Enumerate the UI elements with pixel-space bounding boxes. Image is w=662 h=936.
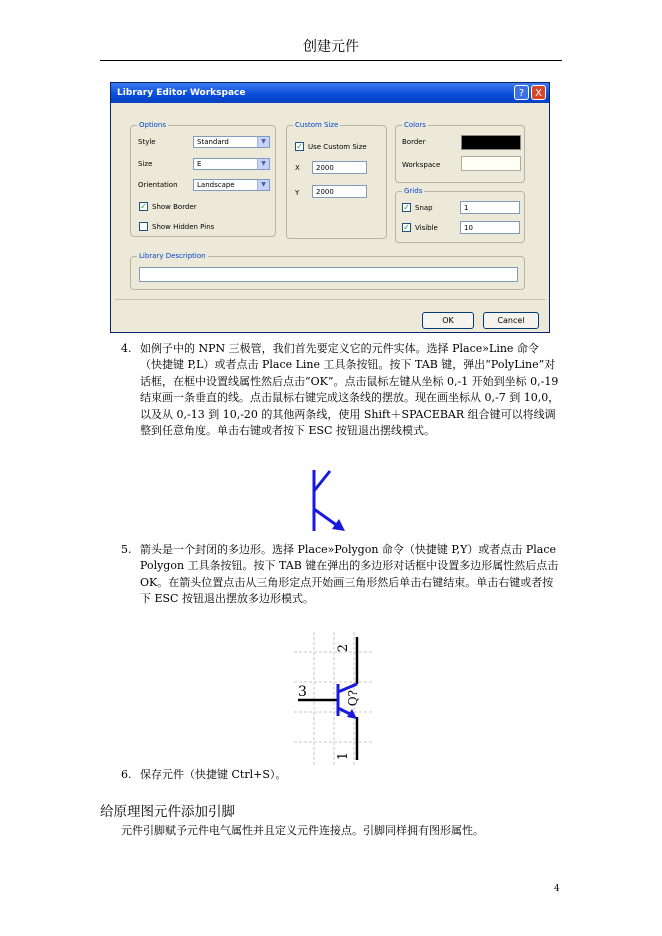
custom-size-group [286,121,387,239]
pin-label-emitter: 1 [336,752,351,761]
workspace-color-label: Workspace [402,161,441,169]
visible-checkbox[interactable]: ✓ [403,223,410,232]
library-description-title: Library Description [139,252,206,260]
grids-group-title: Grids [404,187,423,195]
x-size-value: 2000 [316,164,334,172]
orientation-label: Orientation [138,181,178,189]
step-text: 如例子中的 NPN 三极管，我们首先要定义它的元件实体。选择 Place»Line 命令（快捷键 P,L）或者点击 Place Line 工具条按钮。按下 TAB 键，弹出“PolyLine”对话框，在框中设置线属性然后点击“OK”。点击鼠标左键从坐标 0,-1 开始到坐标 0,-19 结束画一条垂直的线。点击鼠标右键完成这条线的摆放。现在画坐标从 0,-7 到 10,0，以及从 0,-13 到 10,-20 的其他两条线，使用 Shift＋SPACEBAR 组合键可以将线调整到任意角度。单击右键或者按下 ESC 按钮退出摆线模式。 [140,342,560,438]
visible-value: 10 [464,224,473,232]
page-number: 4 [554,884,560,894]
y-label: Y [295,189,300,197]
border-color-label: Border [402,138,426,146]
cancel-button[interactable]: Cancel [483,312,539,329]
show-border-label: Show Border [152,203,197,211]
x-size-input[interactable] [312,161,367,174]
header-rule [100,60,562,61]
library-editor-workspace-dialog [110,82,550,333]
y-size-input[interactable] [312,185,367,198]
size-label: Size [138,160,153,168]
help-button[interactable]: ? [514,85,529,100]
orientation-select[interactable] [193,179,270,191]
step-number: 5. [121,543,132,556]
style-label: Style [138,138,156,146]
pin-label-base: 3 [298,684,307,700]
border-color-swatch[interactable] [461,135,521,150]
workspace-color-swatch[interactable] [461,156,521,171]
snap-value: 1 [464,204,469,212]
transistor-with-pins-figure [294,632,374,765]
chevron-down-icon: ▼ [257,137,269,147]
show-border-checkbox[interactable]: ✓ [140,202,147,211]
style-value: Standard [197,138,229,146]
close-button[interactable]: X [531,85,546,100]
custom-size-group-title: Custom Size [295,121,339,129]
orientation-value: Landscape [197,181,235,189]
dialog-title: Library Editor Workspace [117,88,246,98]
y-size-value: 2000 [316,188,334,196]
pin-label-collector: 2 [336,644,351,653]
size-value: E [197,160,202,168]
dialog-divider [115,299,545,300]
grids-group [395,187,525,243]
snap-label: Snap [415,204,433,212]
designator-label: Q? [346,690,360,707]
colors-group [395,121,525,183]
section-body: 元件引脚赋予元件电气属性并且定义元件连接点。引脚同样拥有图形属性。 [121,824,484,837]
use-custom-size-label: Use Custom Size [308,143,367,151]
show-hidden-pins-label: Show Hidden Pins [152,223,215,231]
transistor-symbol-figure [296,467,356,537]
collector-line [314,471,330,491]
step-number: 6. [121,768,132,781]
library-description-input[interactable] [139,267,518,282]
library-description-group [130,252,525,290]
snap-input[interactable] [460,201,520,214]
chevron-down-icon: ▼ [257,159,269,169]
x-label: X [295,164,300,172]
style-select[interactable] [193,136,270,148]
dialog-titlebar [111,83,549,103]
step-text: 保存元件（快捷键 Ctrl+S）。 [140,768,287,781]
show-hidden-pins-checkbox[interactable] [139,222,148,231]
chevron-down-icon: ▼ [257,180,269,190]
section-heading: 给原理图元件添加引脚 [100,804,235,820]
ok-button[interactable]: OK [422,312,474,329]
step-number: 4. [121,342,132,355]
step-text: 箭头是一个封闭的多边形。选择 Place»Polygon 命令（快捷键 P,Y）或者点击 Place Polygon 工具条按钮。按下 TAB 键在弹出的多边形对话框中设置多边形属性然后点击 OK。在箭头位置点击从三角形定点开始画三角形然后单击右键结束。单击右键或者按下 ESC 按钮退出摆放多边形模式。 [140,543,559,606]
visible-label: Visible [415,224,438,232]
page-header: 创建元件 [303,39,359,55]
options-group [130,121,276,237]
use-custom-size-checkbox[interactable]: ✓ [296,142,303,151]
size-select[interactable] [193,158,270,170]
snap-checkbox[interactable]: ✓ [403,203,410,212]
options-group-title: Options [139,121,167,129]
visible-input[interactable] [460,221,520,234]
colors-group-title: Colors [404,121,426,129]
